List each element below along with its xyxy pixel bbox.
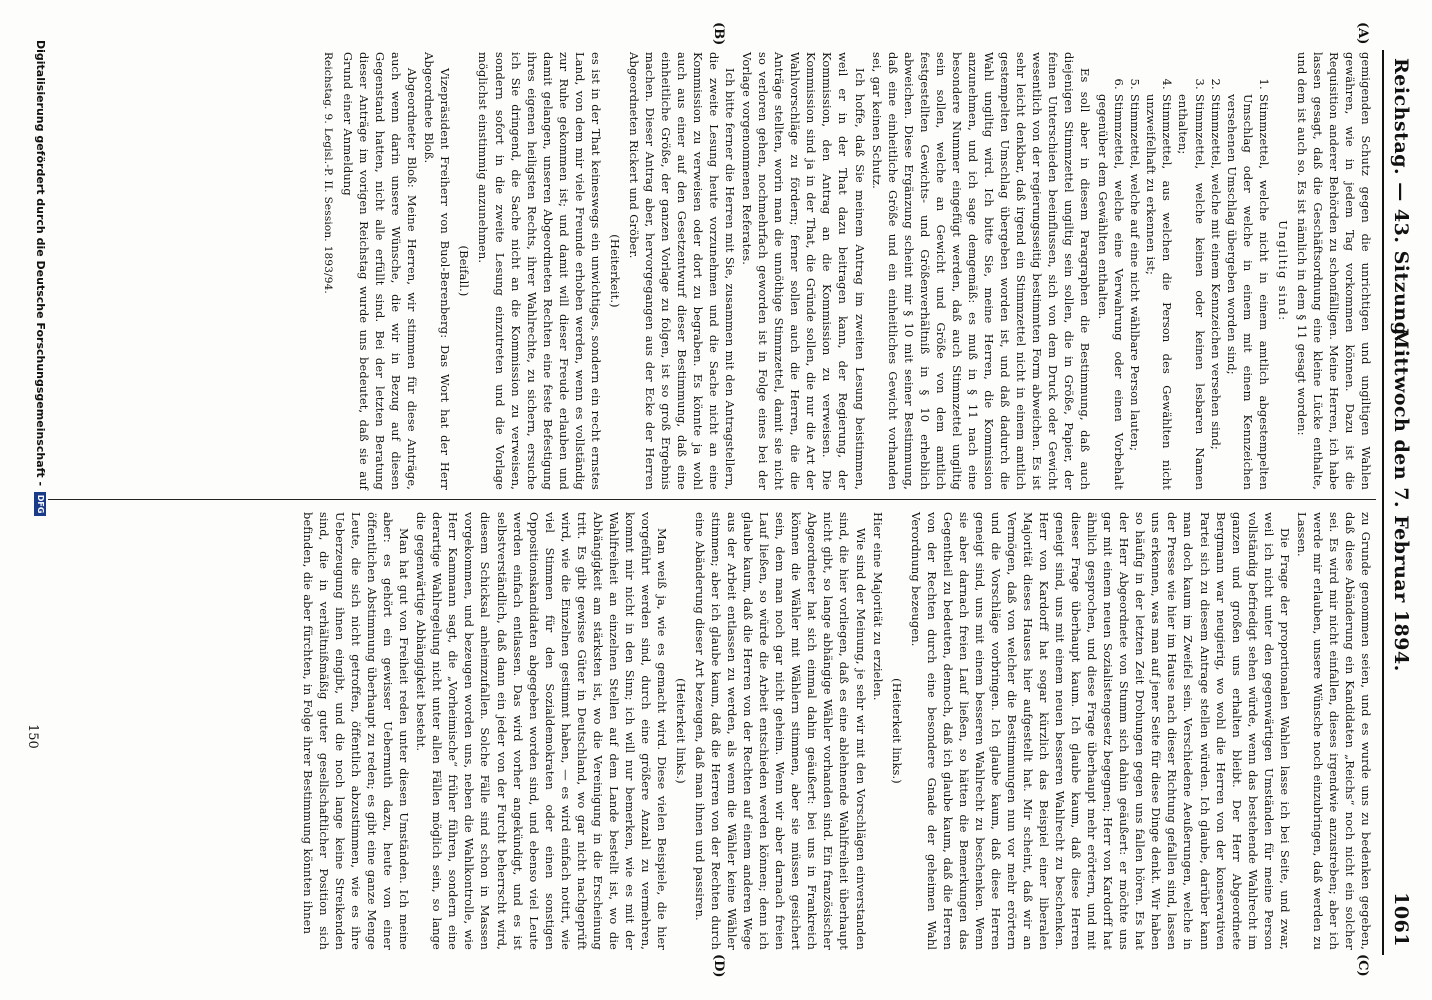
speaker-paragraph: Abgeordneter Bloß: Meine Herren, wir stimmen für diese Anträge, auch wenn darin unsere Wünsche, die wir in Bezug auf diesen Gegenstand hatten, nicht alle erfüllt sind. Bei der letzten Beratung dieser Anträge im vorigen Reichstag wurde uns bedeutet, daß sie auf Grund einer Anmeldung [341,52,420,490]
sheet-number: 150 [25,724,40,749]
margin-marker-c: (C) [1355,954,1370,977]
paragraph: Wie sind der Meinung, je sehr wir mit den Vorschlägen einverstanden sind, die hier vorliegen, daß es eine ablehnende Wahlfreiheit überhaupt nicht gibt, so lange abhängige Wähler vorhanden sind. Ein französischer Abgeordneter hat sich einmal dahin geäußert: bei uns in Frankreich können die Wähler mit Wählern stimmen, aber sie müssen gesichert sein, dem man noch gar nicht geheim. Wenn wir aber darnach freien Lauf ließen, so würde die Arbeit entschieden werden können; denn ich glaube kaum, daß die Herren von der Rechten auf einem anderen Wege aus der Arbeit entlassen zu werden, als wenn die Wähler keine Wähler stimmen; aber ich glaube kaum, daß die Herren von der Rechten durch eine Abänderung dieser Art bezeugen, daß man ihnen und passiren. [693,512,868,950]
list-item: 6. Stimmzettel, welche eine Verwahrung oder einen Vorbehalt gegenüber dem Gewählten enthalten. [1095,94,1127,490]
margin-marker-b: (B) [711,22,726,46]
margin-marker-d: (D) [711,954,726,978]
paragraph: Ich bitte ferner die Herren mit Sie, zusammen mit den Antragstellern, die zweite Lesung heute vorzunehmen und die Sache nicht an eine Kommission zu verweisen oder dort zu begraben. Es könnte ja wohl auch aus einer auf den Gesetzentwurf dieser Bestimmung, daß eine einheitliche Größe, der ganzen Vorlage zu folgen, ist so groß Ergebnis machen. Dieser Antrag aber, hervorgegangen aus der Ecke der Herren Abgeordneten Rickert und Gröber. [626,52,738,490]
list-item: 2. Stimmzettel, welche mit einem Kennzeichen versehen sind; [1208,94,1224,490]
paragraph: Man hat gut von Freiheit reden unter diesen Umständen. Ich meine aber: es gehört ein gewisser Uebermuth dazu, heute von einer öffentlichen Abstimmung überhaupt zu reden; es gibt eine ganze Menge Leute, die sich nicht getroffen, öffentlich abzustimmen, wie es ihre Ueberzeugung ihnen eingibt, und die noch lange keine Streikenden sind, die in verhältnißmäßig guter gesellschaftlicher Position sich befinden, die aber fürchten, in Folge ihrer Bestimmung könnten ihnen [300,512,412,950]
invalid-ballot-list [1095,52,1272,490]
paragraph: zu Grunde genommen seien, und es wurde uns zu bedenken gegeben, daß diese Abänderung ein Kandidaten „Reichs“ noch nicht ein solcher sei. Es wird mir nicht einfallen, dieses irgendwie anzustreben; aber ich werde mir erlauben, unsere Wünsche noch einzubringen, daß werden zu Lassen. [1294,512,1373,950]
paragraph: es ist in der That keineswegs ein unwichtiges, sondern ein recht ernstes Land, von dem mir viele Freunde erhoben werden, wenn es vollständig zur Ruhe gekommen ist; und damit will dieser Freude erlauben und damit gelangen, unseren Abgeordneten Rechten eine feste Befestigung ihres eigenen heiligsten Rechts, ihrer Wahlrechte, zu sichern, ersuche ich Sie dringend, die Sache nicht an die Kommission zu verweisen, sondern sofort in die zweite Lesung einzutreten und die Vorlage möglichst einstimmig anzunehmen. [476,52,603,490]
right-column [299,512,1374,950]
list-item: 5. Stimmzettel, welche auf eine nicht wählbare Person lauten; [1127,94,1143,490]
list-item: 3. Stimmzettel, welche keinen oder keinen lesbaren Namen enthalten; [1175,94,1207,490]
dfg-logo-icon: DFG [35,492,47,516]
list-item: 1. Stimmzettel, welche nicht in einem amtlich abgestempelten Umschlag oder welche in einem mit einem Kennzeichen versehenen Umschlag übergeben worden sind; [1224,94,1272,490]
stage-direction: (Heiterkeit.) [607,234,622,308]
header-left-title: Reichstag. — 43. Sitzung. [1390,58,1412,343]
list-heading: Ungiltig sind: [1275,220,1290,322]
paragraph: Die Frage der proportionalen Wahlen lasse ich bei Seite, und zwar, weil ich nicht unter den gegenwärtigen Umständen für meine Person vollständig befriedigt sehen würde, wenn das bestehende Wahlrecht im ganzen und großen uns erhalten bleibt. Der Herr Abgeordnete Bergmann war neugierig, wo wohl die Herren von der konservativen Partei sich zu diesem Antrage stellen würden. Ich glaube, darüber kann man doch kaum im Zweifel sein. Verschiedene Aeußerungen, welche in der Presse wie hier im Hause nach dieser Richtung gefallen sind, lassen uns erkennen, was man auf jener Seite für diese Dinge denkt. Wir haben so häufig in der letzten Zeit Drohungen gegen uns fallen hören. Es hat der Herr Abgeordnete von Stumm sich dahin geäußert: er möchte uns gar mit einem neuen Sozialistengesetz begegnen; Herr von Kardorff hat ähnlich gesprochen, und diese Frage überhaupt mehr erörtern, und mit dieser Frage überhaupt kaum. Ich glaube kaum, daß diese Herren geneigt sind, uns mit einem neuen besseren Wahlrecht zu beschenken. Herr von Kardorff hat sogar kürzlich das Beispiel einer liberalen Majorität dieses Hauses hier aufgestellt hat. Mir scheint, daß wir an Vermögen, daß von welcher die Bestimmungen nun vor mehr erörtern und die Vorschläge vorbringen. Ich glaube kaum, daß diese Herren geneigt sind, uns mit einem besseren Wahlrecht zu beschenken. Wenn sie aber darnach freien Lauf ließen, so hätten die Bemerkungen das Gegentheil zu bedeuten, dennoch, daß ich glaube kaum, daß die Herren von der Rechten durch eine besondere Gnade der geheimen Wahl Verordnung bezeugen. [908,512,1292,950]
left-column [319,52,1374,490]
column-divider [48,499,1376,500]
list-item: 4. Stimmzettel, aus welchen die Person des Gewählten nicht unzweifelhaft zu erkennen ist; [1143,94,1175,490]
paragraph: Man weiß ja, wie es gemacht wird. Diese vielen Beispiele, die hier vorgeführt werden sind, durch eine größere Anzahl zu vermehren, kommt mir nicht in den Sinn; ich will nur bemerken, wie es mit der Wahlfreiheit an einzelnen Stellen auf dem Lande bestellt ist, wo die Abhängigkeit am stärksten ist, wo die Vereinigung in die Erscheinung tritt. Es gibt gewisse Güter in Deutschland, wo gar nicht nachgeprüft wird, wie die Einzelnen gestimmt haben, — es wird einfach notirt, wie viel Stimmen für den Sozialdemokraten oder einen sonstigen Oppositionskandidaten abgegeben worden sind, und ebenso viel Leute werden einfach entlassen. Das wird vorher angekündigt, und es ist selbstverständlich, daß dann ein jeder von der Furcht beherrscht wird, diesem Schicksal anheimzufallen. Solche Fälle sind schon in Massen vorgekommen, und bezeugen worden uns, neben die Wahlkontrolle, wie Herr Kammann sagt, die „Vorheimische“ früher führen, sondern eine derartige Wahlregelung nicht unter allen Fällen möglich sein, so lange die gegenwärtige Abhängigkeit besteht. [414,512,669,950]
session-footer: Reichstag. 9. Legisl.-P. II. Session. 1893/94. [322,52,335,294]
speaker-paragraph: Vizepräsident Freiherr von Buol-Berenberg: Das Wort hat der Herr Abgeordnete Bloß. [422,52,453,490]
credit-text: Digitalisierung gefördert durch die Deutsche Forschungsgemeinschaft - [34,40,47,487]
header-date: Mittwoch den 7. Februar 1894. [1390,328,1412,672]
stage-direction: (Heiterkeit links.) [674,678,689,784]
page-header [1382,50,1418,955]
stage-direction: (Beifall.) [457,245,472,297]
paragraph: gemigenden Schutz gegen die unrichtigen und ungiltigen Wahlen gewähren, wie in jedem Tag vorkommen können. Dazu ist die Requisition anderer Behörden zu schonfälligen. Meine Herren, ich habe lassen gesagt, daß die Geschäftsordnung eine kleine Lücke enthalte, und dem ist auch so. Es ist nämlich in dem § 11 gesagt worden: [1294,52,1373,490]
paragraph: Ich hoffe, daß Sie meinem Antrag im zweiten Lesung beistimmen, weil er in der That dazu beitragen kann, der Regierung, der Kommission, den Antrag an die Kommission zu verweisen. Die Kommission sind ja in der That, die Gründe sollen, die nur die Art der Wahlvorschläge zu fördern; ferner sollen auch die Herren, die die Anträge stellten, worin man die unnöthige Stimmzettel, damit sie nicht so verloren gehen, nochmehrfach geworden ist in Folge eines bei der Vorlage vorgenommenen Referates. [740,52,867,490]
paragraph: Es soll aber in diesem Paragraphen die Bestimmung, daß auch diejenigen Stimmzettel ungiltig sein sollen, die in Größe, Papier, der feinen Unterschieden beeinflussen, sich von dem Druck oder Gewicht wesentlich von der regierungsseitig bestimmten Form abweichen. Es ist sehr leicht denkbar, daß irgend ein Stimmzettel nicht in einem amtlich gestempelten Umschlag übergeben worden ist, und daß dadurch die Wahl ungiltig wird. Ich bitte Sie, meine Herren, die Kommission anzunehmen, und ich sage demgemäß: es muß in § 11 nach eine besondere Nummer eingefügt werden, daß auch Stimmzettel ungiltig sein sollen, welche an Gewicht und Größe von dem amtlich festgestellten Gewichts- und Größenverhältniß in § 10 erheblich abweichen. Diese Ergänzung scheint mir § 10 mit seiner Bestimmung, daß eine einheitliche Größe und ein einheitliches Gewicht vorhanden sei, gar keinen Schutz. [869,52,1093,490]
paragraph: Hier eine Majorität zu erzielen. [870,512,885,701]
stage-direction: (Heiterkeit links.) [889,678,904,784]
header-page-number: 1061 [1390,892,1412,947]
digitization-credit [34,40,47,560]
margin-marker-a: (A) [1355,22,1370,45]
